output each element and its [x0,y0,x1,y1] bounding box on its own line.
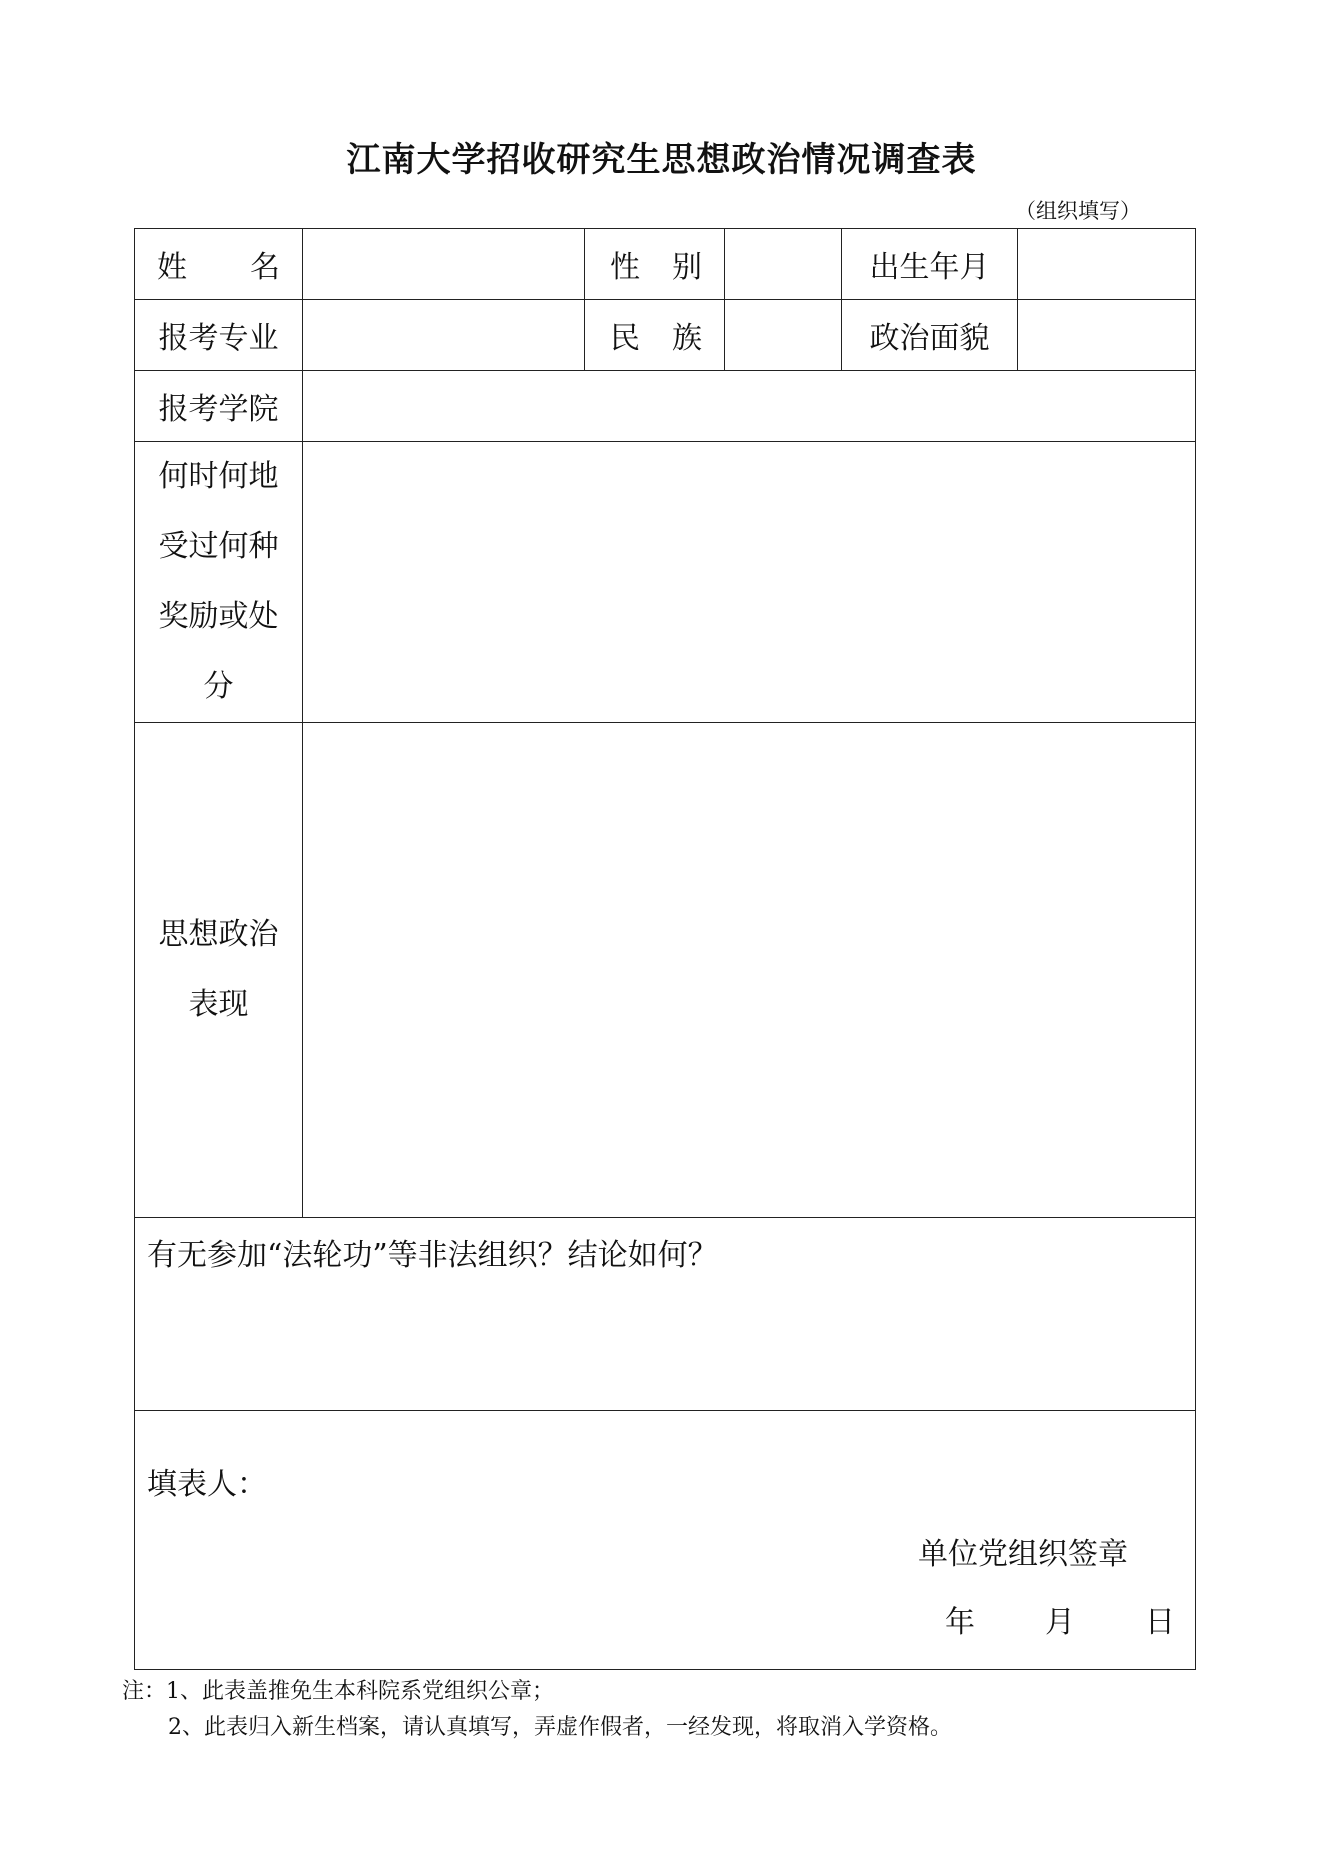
seal-label: 单位党组织签章 [918,1537,1128,1572]
awards-label: 何时何地 受过何种 奖励或处 分 [135,442,303,723]
major-value-cell[interactable] [303,300,585,371]
birth-label: 出生年月 [842,229,1018,300]
ethnic-label: 民 族 [585,300,725,371]
day-label: 日 [1145,1605,1175,1640]
political-value-cell[interactable] [1018,300,1196,371]
ideology-value-cell[interactable] [303,723,1196,1218]
fill-by-note: （组织填写） [1015,199,1141,223]
major-label: 报考专业 [135,300,303,371]
gender-value-cell[interactable] [725,229,842,300]
year-label: 年 [945,1605,975,1640]
date-line [945,1597,1175,1641]
political-label: 政治面貌 [842,300,1018,371]
footnote-2: 2、此表归入新生档案，请认真填写，弄虚作假者，一经发现，将取消入学资格。 [168,1715,952,1740]
gender-label: 性 别 [585,229,725,300]
survey-form-table [134,228,1196,1670]
awards-value-cell[interactable] [303,442,1196,723]
footnote-1: 注：1、此表盖推免生本科院系党组织公章； [122,1679,554,1704]
name-value-cell[interactable] [303,229,585,300]
form-title: 江南大学招收研究生思想政治情况调查表 [346,140,977,180]
month-label: 月 [1045,1605,1075,1640]
illegal-org-question: 有无参加“法轮功”等非法组织？结论如何？ [147,1238,718,1273]
filler-label: 填表人： [147,1467,267,1502]
birth-value-cell[interactable] [1018,229,1196,300]
signature-cell[interactable] [135,1411,1196,1670]
college-label: 报考学院 [135,371,303,442]
ideology-label: 思想政治 表现 [135,723,303,1218]
college-value-cell[interactable] [303,371,1196,442]
illegal-org-question-cell[interactable] [135,1218,1196,1411]
ethnic-value-cell[interactable] [725,300,842,371]
name-label: 姓 名 [135,229,303,300]
